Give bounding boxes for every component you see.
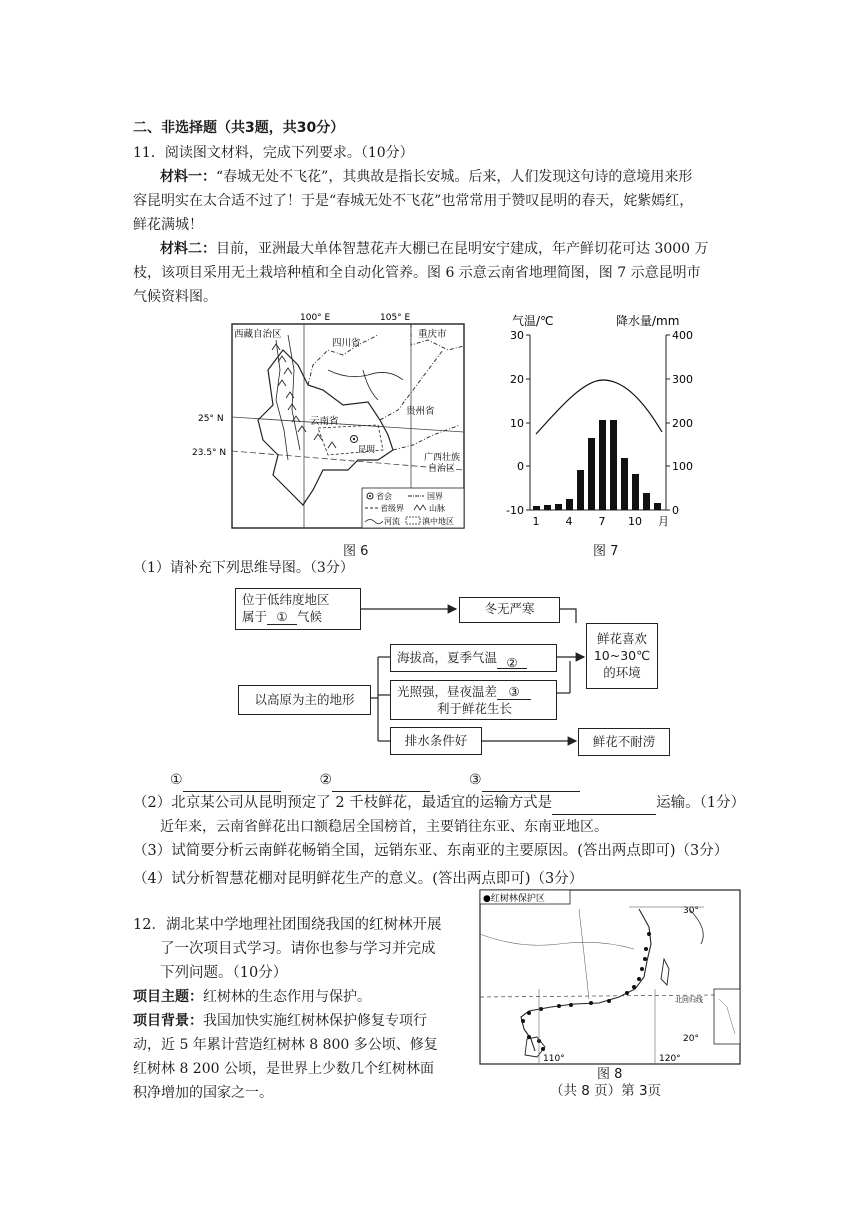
blank-3-inline[interactable] — [497, 683, 531, 700]
fig6-lat-23-5: 23.5° N — [192, 448, 227, 458]
answer-blanks-row — [170, 768, 580, 792]
fig6-label-guangxi-2: 自治区 — [428, 464, 456, 474]
mindmap-no-flood-text: 鲜花不耐涝 — [592, 734, 656, 749]
q12-line1: 12．湖北某中学地理社团围绕我国的红树林开展 — [133, 917, 442, 933]
fig7-right-tick-400: 400 — [672, 329, 693, 342]
q11-material1-line3: 鲜花满城！ — [133, 217, 203, 233]
fig7-left-tick-20: 20 — [510, 373, 524, 386]
mindmap-box-light — [390, 680, 557, 720]
material2-text: 目前，亚洲最大单体智慧花卉大棚已在昆明安宁建成，年产鲜切花可达 3000 万 — [216, 241, 709, 257]
material1-label: 材料一： — [160, 169, 216, 185]
fig7-bar-dec — [654, 503, 661, 510]
fig8-mangrove-dot — [643, 957, 647, 961]
fig7-x-tick-7: 7 — [598, 515, 606, 528]
q11-sub4: （4）试分析智慧花棚对昆明鲜花生产的意义。(答出两点即可)（3分） — [133, 871, 584, 887]
fig8-lat-30: 30° — [683, 906, 699, 916]
fig7-right-tick-300: 300 — [672, 373, 693, 386]
q11-material1-line1 — [160, 165, 692, 189]
fig6-label-guangxi-1: 广西壮族 — [424, 453, 461, 463]
fig7-right-tick-200: 200 — [672, 417, 693, 430]
answer-blank-3[interactable] — [482, 775, 580, 792]
fig6-lon-105: 105° E — [380, 313, 411, 323]
mindmap-box-winter — [459, 597, 560, 623]
fig6-label-kunming: 昆明 — [358, 445, 376, 455]
fig6-label-yunnan: 云南省 — [310, 416, 339, 427]
fig8-mangrove-dot — [527, 1011, 531, 1015]
fig7-bar-jan — [533, 506, 540, 510]
fig6-label-sichuan: 四川省 — [332, 338, 361, 349]
blank-3-mark: ③ — [508, 684, 520, 699]
fig8-mangrove-dot — [632, 985, 636, 989]
q11-material2-line3: 气候资料图。 — [133, 289, 217, 305]
mindmap-winter-text: 冬无严寒 — [484, 601, 535, 616]
q11-sub2-text-b: 运输。（1分） — [656, 795, 746, 811]
q11-sub2-line2: 近年来，云南省鲜花出口额稳居全国榜首，主要销往东亚、东南亚地区。 — [160, 819, 608, 835]
q11-material2-line2: 枝，该项目采用无土栽培种植和全自动化管养。图 6 示意云南省地理简图，图 7 示意昆明市 — [133, 265, 701, 281]
fig8-mangrove-dot — [637, 977, 641, 981]
mindmap-terrain-text: 以高原为主的地形 — [254, 692, 355, 707]
fig8-mangrove-dot — [557, 1004, 561, 1008]
material1-text: “春城无处不飞花”，其典故是指长安城。后来，人们发现这句诗的意境用来形 — [216, 169, 693, 185]
fig7-x-tick-1: 1 — [532, 515, 540, 528]
mindmap-latitude-line1: 位于低纬度地区 — [242, 592, 330, 607]
figure6-map — [192, 310, 468, 530]
fig7-x-unit: 月 — [658, 515, 669, 528]
section-title: 二、非选择题（共3题，共30分） — [133, 120, 345, 136]
fig6-legend-capital: 省会 — [376, 492, 392, 501]
mindmap-env-line3: 的环境 — [603, 665, 641, 680]
fig8-legend: ●红树林保护区 — [483, 894, 545, 904]
mindmap-latitude-line2 — [242, 608, 354, 625]
blank-1-inline[interactable] — [267, 608, 297, 625]
fig6-lon-100: 100° E — [300, 313, 331, 323]
mindmap-light-line1 — [397, 683, 550, 700]
mindmap-box-terrain — [238, 685, 371, 715]
q12-topic-text: 红树林的生态作用与保护。 — [203, 989, 371, 1005]
mindmap-latitude-pre: 属于 — [242, 609, 268, 624]
fig7-bar-apr — [566, 499, 573, 510]
mindmap-box-no-flood — [578, 728, 670, 756]
fig7-bar-aug — [610, 420, 617, 510]
fig6-label-xizang: 西藏自治区 — [234, 329, 282, 340]
fig6-label-guizhou: 贵州省 — [406, 406, 435, 417]
fig7-left-tick-30: 30 — [510, 329, 524, 342]
mindmap-box-latitude — [235, 588, 361, 630]
fig8-mangrove-dot — [607, 999, 611, 1003]
fig7-right-tick-0: 0 — [672, 504, 679, 517]
mindmap-box-altitude — [390, 644, 557, 672]
fig8-mangrove-dot — [644, 947, 648, 951]
fig8-lat-20: 20° — [683, 1034, 699, 1044]
fig8-mangrove-dot — [521, 1019, 525, 1023]
q12-background-line3: 红树林 8 200 公顷，是世界上少数几个红树林面 — [133, 1061, 434, 1077]
fig8-mangrove-dot — [569, 1003, 573, 1007]
fig7-bar-jul — [599, 420, 606, 510]
fig6-label-chongqing: 重庆市 — [418, 329, 447, 340]
fig7-left-tick-0: 0 — [517, 460, 524, 473]
fig7-bar-sep — [621, 458, 628, 510]
fig7-x-tick-10: 10 — [628, 515, 642, 528]
q12-background-line1 — [133, 1009, 427, 1033]
q12-line2: 了一次项目式学习。请你也参与学习并完成 — [160, 941, 436, 957]
fig7-left-tick-10: 10 — [510, 417, 524, 430]
answer-blank-2[interactable] — [332, 775, 430, 792]
figure7-climate-chart — [498, 310, 708, 535]
q12-line3: 下列问题。（10分） — [160, 965, 288, 981]
mindmap-altitude-text: 海拔高，夏季气温 — [397, 650, 498, 665]
q11-material1-line2: 容昆明实在太合适不过了！于是“春城无处不飞花”也常常用于赞叹昆明的春天，姹紫嫣红， — [133, 193, 694, 209]
fig7-bar-oct — [632, 474, 639, 510]
fig8-mangrove-dot — [640, 967, 644, 971]
fig8-mangrove-dot — [539, 1007, 543, 1011]
figure6-caption: 图 6 — [343, 544, 369, 559]
fig8-lon-120: 120° — [659, 1054, 681, 1064]
fig6-legend-dianzhong: 滇中地区 — [422, 517, 454, 526]
mindmap-light-line2: 利于鲜花生长 — [437, 701, 513, 716]
fig8-mangrove-dot — [541, 1047, 545, 1051]
q11-sub2-text-a: （2）北京某公司从昆明预定了 2 千枝鲜花，最适宜的运输方式是 — [133, 795, 553, 811]
answer-blank-transport[interactable] — [552, 798, 656, 815]
fig7-precip-label: 降水量/mm — [616, 314, 680, 328]
fig8-mangrove-dot — [527, 1035, 531, 1039]
fig7-bar-nov — [643, 493, 650, 510]
figure7-caption: 图 7 — [593, 544, 619, 559]
page-footer: （共 8 页）第 3页 — [550, 1083, 662, 1099]
material2-label: 材料二： — [160, 241, 216, 257]
q12-background-label: 项目背景： — [133, 1013, 203, 1029]
mindmap-latitude-post: 气候 — [297, 609, 323, 624]
q12-background-line2: 动，近 5 年累计营造红树林 8 800 多公顷、修复 — [133, 1037, 438, 1053]
q11-sub3-text: （3）试简要分析云南鲜花畅销全国，远销东亚、东南亚的主要原因。(答出两点即可)（3分） — [133, 843, 729, 859]
fig7-bar-mar — [555, 504, 562, 510]
q12-topic-label: 项目主题： — [133, 989, 203, 1005]
fig6-legend-river: 河流 — [384, 517, 400, 526]
mindmap-drainage-text: 排水条件好 — [404, 733, 468, 748]
blank-2-mark: ② — [506, 655, 518, 670]
fig7-left-tick-m10: -10 — [506, 504, 524, 517]
fig8-mangrove-dot — [589, 1001, 593, 1005]
q12-topic — [133, 985, 371, 1009]
fig7-temp-label: 气温/℃ — [512, 314, 554, 328]
q11-sub2 — [133, 791, 745, 815]
answer-mark-2: ② — [319, 772, 333, 788]
q11-sub1: （1）请补充下列思维导图。（3分） — [133, 560, 354, 576]
fig8-lon-110: 110° — [543, 1054, 565, 1064]
answer-mark-1: ① — [170, 772, 183, 788]
fig8-mangrove-dot — [647, 932, 651, 936]
fig6-lat-25: 25° N — [198, 414, 224, 424]
figure8-caption: 图 8 — [597, 1067, 623, 1082]
fig7-right-tick-100: 100 — [672, 460, 693, 473]
fig8-mangrove-dot — [625, 991, 629, 995]
answer-blank-1[interactable] — [183, 775, 281, 792]
q11-material2-line1 — [160, 237, 709, 261]
fig6-legend-province: 省级界 — [380, 504, 404, 513]
mindmap-box-drainage — [390, 727, 482, 755]
mindmap-light-text: 光照强，昼夜温差 — [397, 684, 498, 699]
fig7-bar-feb — [544, 505, 551, 510]
mindmap-env-line2: 10~30℃ — [593, 648, 651, 663]
mindmap-env-line1: 鲜花喜欢 — [596, 631, 647, 646]
fig8-tropic: 北回归线 — [675, 996, 703, 1004]
q12-background-text1: 我国加快实施红树林保护修复专项行 — [203, 1013, 427, 1029]
fig6-legend-border: 国界 — [427, 492, 443, 501]
figure8-map — [479, 889, 741, 1065]
fig7-bar-jun — [588, 438, 595, 510]
blank-1-mark: ① — [276, 609, 288, 624]
q12-background-line4: 积净增加的国家之一。 — [133, 1085, 273, 1101]
fig6-legend-mountain: 山脉 — [429, 504, 445, 513]
fig7-bar-may — [577, 470, 584, 510]
q11-stem: 11．阅读图文材料，完成下列要求。（10分） — [133, 145, 414, 161]
blank-2-inline[interactable] — [497, 652, 527, 669]
fig7-x-tick-4: 4 — [565, 515, 573, 528]
answer-mark-3: ③ — [468, 772, 482, 788]
fig7-precip-bars — [533, 420, 661, 510]
mindmap-box-environment — [586, 623, 658, 689]
